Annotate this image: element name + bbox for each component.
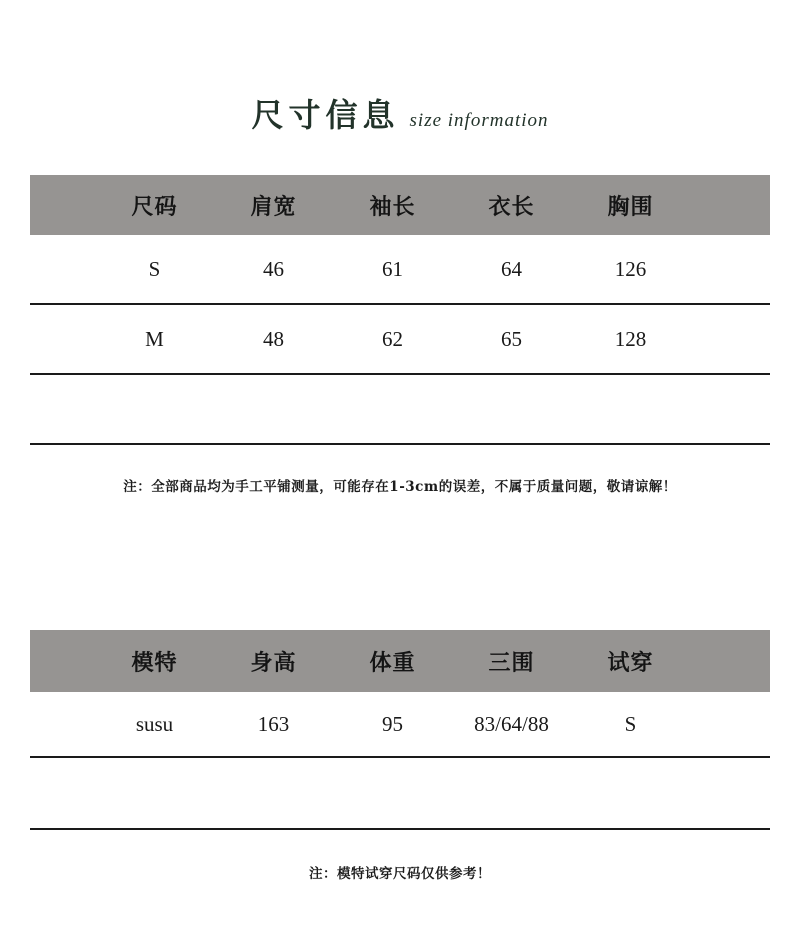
model-fitting-cell: S [624,711,637,736]
model-measurements-cell: 83/64/88 [474,711,549,736]
page-title-chinese: 尺寸信息 [251,96,400,134]
page-title [0,0,800,134]
model-table-header-row [30,630,770,692]
size-table [30,175,770,445]
measurement-note: 注：全部商品均为手工平铺测量，可能存在1-3cm的误差，不属于质量问题，敬请谅解！ [123,479,677,495]
size-table-header-bust: 胸围 [607,193,654,220]
model-table-row-susu [30,692,770,758]
bust-cell: 128 [614,326,647,351]
length-cell: 64 [501,256,522,281]
model-weight-cell: 95 [382,711,403,736]
size-table-header-row [30,175,770,235]
size-table-empty-row [30,375,770,445]
size-table-row-s [30,235,770,305]
shoulder-cell: 48 [263,326,284,351]
model-table-header-measurements: 三围 [488,649,535,676]
length-cell: 65 [501,326,522,351]
model-table [30,630,770,830]
fitting-note: 注：模特试穿尺码仅供参考！ [309,866,491,882]
model-table-header-weight: 体重 [369,649,416,676]
size-table-header-length: 衣长 [488,193,535,220]
size-table-row-m [30,305,770,375]
size-cell: S [148,256,161,281]
size-table-header-sleeve: 袖长 [369,193,416,220]
model-height-cell: 163 [257,711,290,736]
shoulder-cell: 46 [263,256,284,281]
model-name-cell: susu [135,711,174,736]
size-table-header-size: 尺码 [131,193,178,220]
sleeve-cell: 61 [382,256,403,281]
bust-cell: 126 [614,256,647,281]
model-table-header-fitting: 试穿 [607,649,654,676]
page-title-english: size information [409,110,549,131]
sleeve-cell: 62 [382,326,403,351]
model-table-empty-row [30,758,770,830]
size-cell: M [145,326,164,351]
model-table-header-model: 模特 [131,649,178,676]
size-table-header-shoulder: 肩宽 [250,193,297,220]
model-table-header-height: 身高 [250,649,297,676]
